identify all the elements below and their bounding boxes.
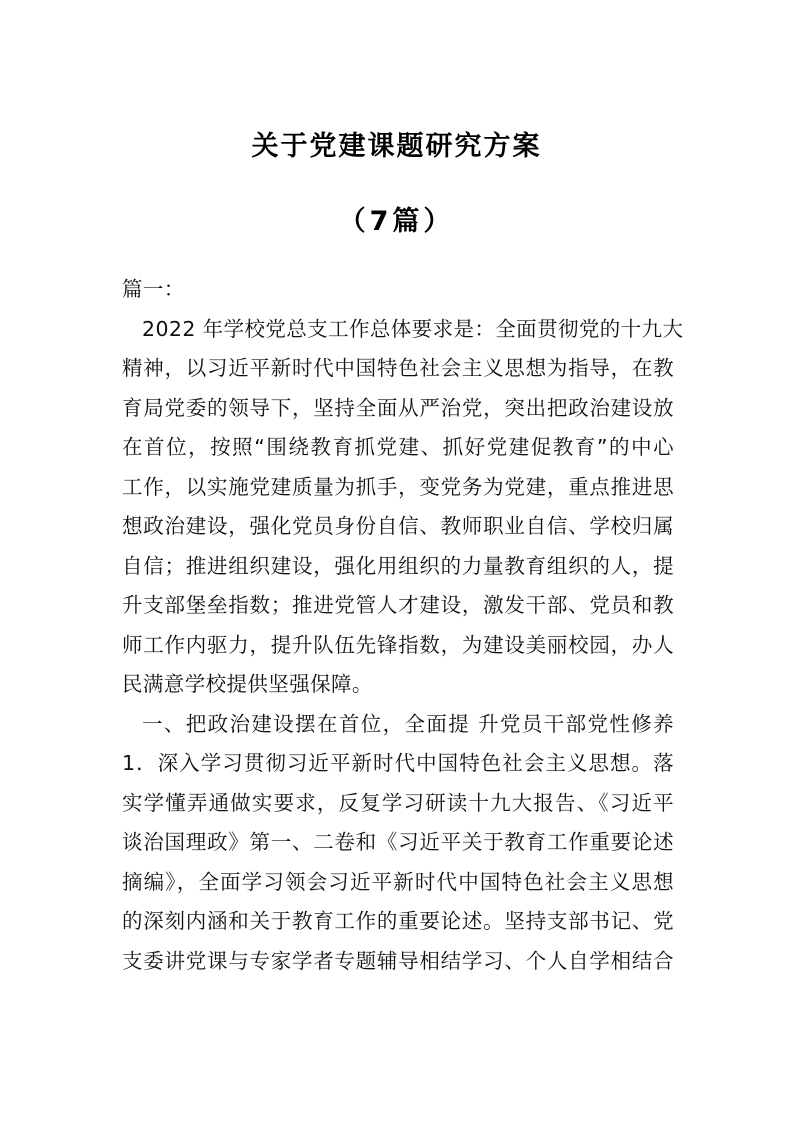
subsection-heading: 一、把政治建设摆在首位，全面提 升党员干部党性修养 <box>142 711 674 736</box>
body-line: 支委讲党课与专家学者专题辅导相结学习、个人自学相结合 <box>122 948 674 973</box>
body-line: 2022 年学校党总支工作总体要求是：全面贯彻党的十九大 <box>142 316 684 341</box>
body-line: 摘编》，全面学习领会习近平新时代中国特色社会主义思想 <box>122 869 674 894</box>
body-line: 工作，以实施党建质量为抓手，变党务为党建，重点推进思 <box>122 474 674 499</box>
body-line: 在首位，按照“围绕教育抓党建、抓好党建促教育”的中心 <box>122 435 674 459</box>
body-line: 实学懂弄通做实要求，反复学习研读十九大报告、《习近平 <box>122 790 674 815</box>
document-title: 关于党建课题研究方案 <box>251 131 542 162</box>
body-line: 想政治建设，强化党员身份自信、教师职业自信、学校归属 <box>122 514 674 538</box>
body-line: 1．深入学习贯彻习近平新时代中国特色社会主义思想。落 <box>122 751 674 775</box>
body-line: 师工作内驱力，提升队伍先锋指数，为建设美丽校园，办人 <box>122 632 674 657</box>
body-line: 谈治国理政》第一、二卷和《习近平关于教育工作重要论述 <box>122 830 674 854</box>
document-body <box>122 270 684 981</box>
body-line: 的深刻内涵和关于教育工作的重要论述。坚持支部书记、党 <box>122 909 674 933</box>
body-line: 精神，以习近平新时代中国特色社会主义思想为指导，在教 <box>122 356 674 380</box>
body-line: 民满意学校提供坚强保障。 <box>122 672 373 696</box>
body-line: 育局党委的领导下，坚持全面从严治党，突出把政治建设放 <box>122 395 674 420</box>
body-line: 自信；推进组织建设，强化用组织的力量教育组织的人，提 <box>122 553 674 578</box>
document-subtitle: （7篇） <box>338 206 455 237</box>
section-heading: 篇一： <box>122 277 185 301</box>
body-line: 升支部堡垒指数；推进党管人才建设，激发干部、党员和教 <box>122 593 674 617</box>
